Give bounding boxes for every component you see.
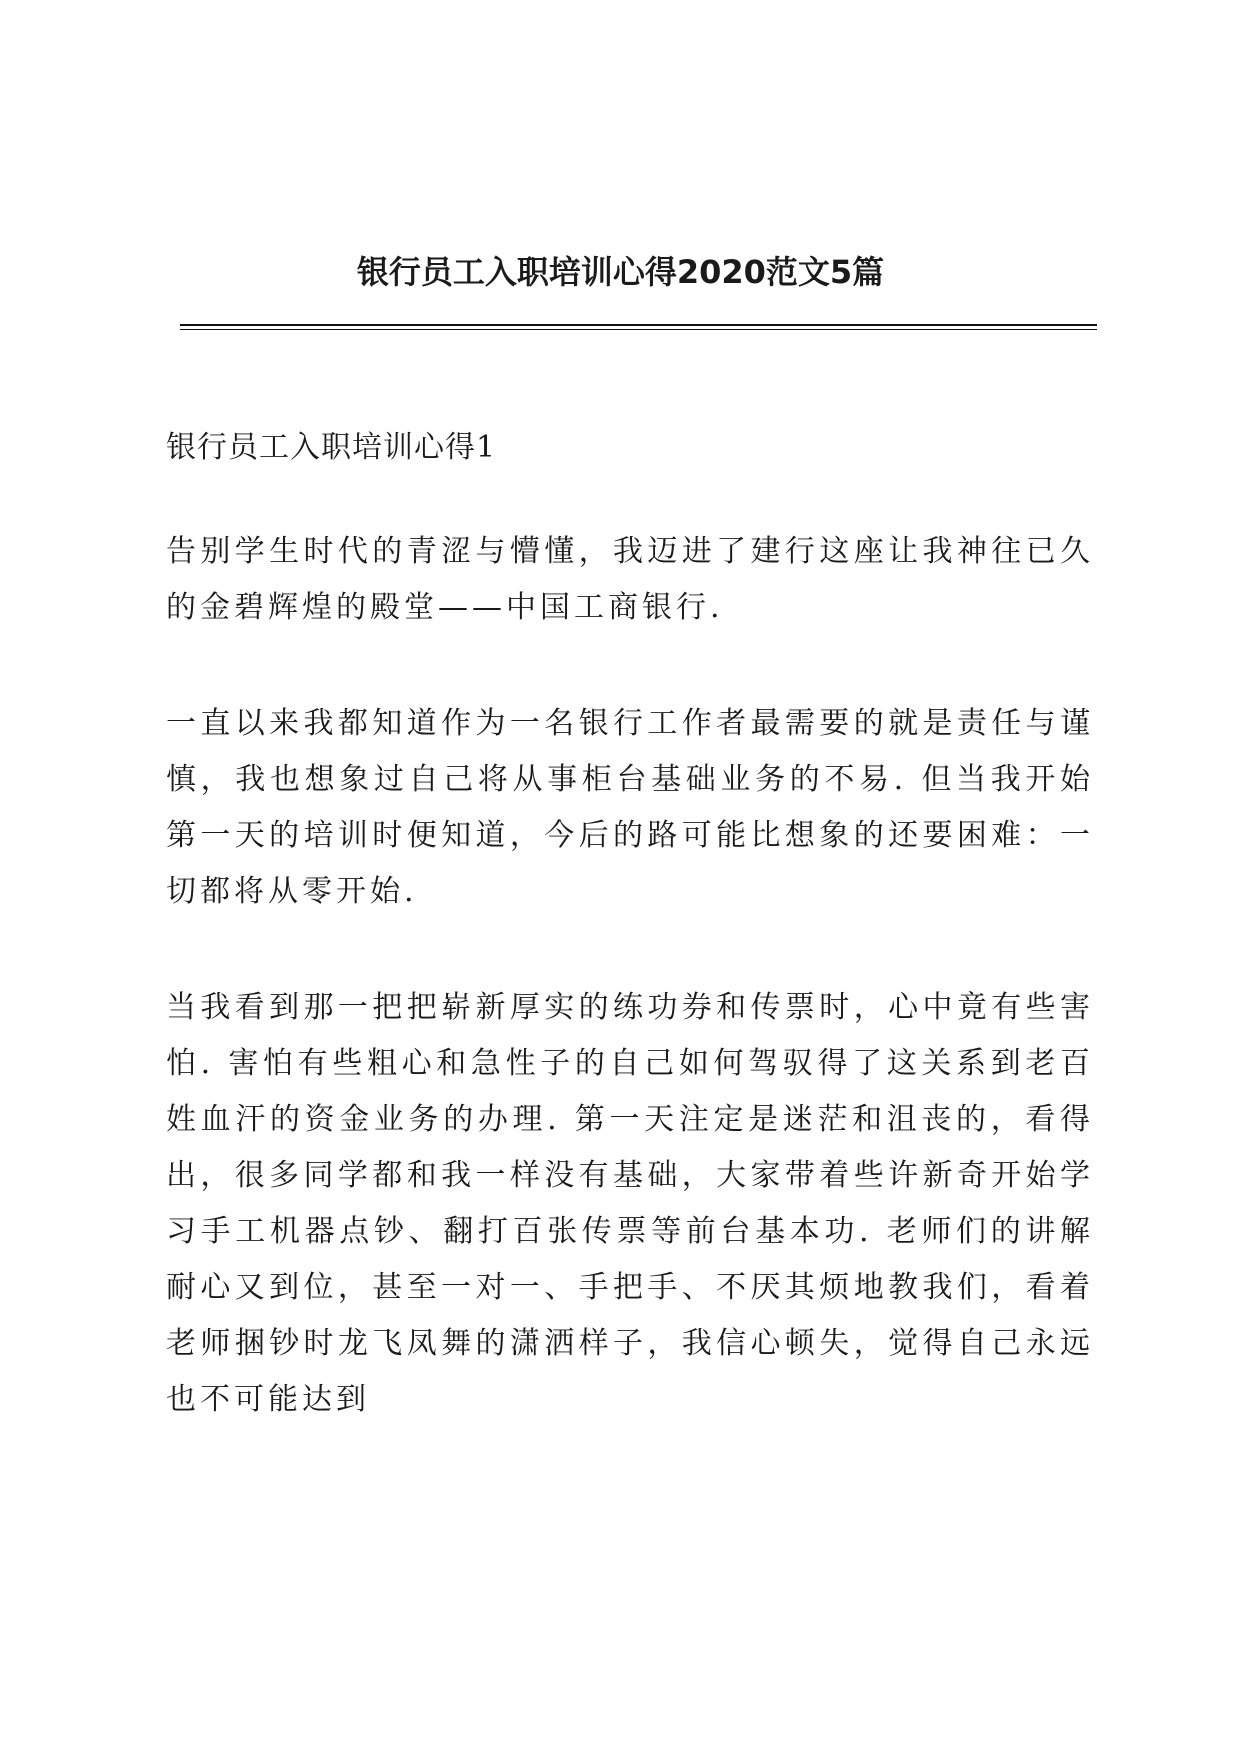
section-heading: 银行员工入职培训心得1 (166, 430, 497, 465)
paragraph-1: 告别学生时代的青涩与懵懂，我迈进了建行这座让我神往已久的金碧辉煌的殿堂——中国工商银行. (166, 534, 1094, 625)
title-double-rule (180, 324, 1097, 330)
document-title: 银行员工入职培训心得2020范文5篇 (356, 253, 885, 291)
paragraph-2: 一直以来我都知道作为一名银行工作者最需要的就是责任与谨慎，我也想象过自己将从事柜台基础业务的不易. 但当我开始第一天的培训时便知道，今后的路可能比想象的还要困难：一切都将从零开始. (166, 706, 1094, 909)
paragraph-3: 当我看到那一把把崭新厚实的练功券和传票时，心中竟有些害怕. 害怕有些粗心和急性子的自己如何驾驭得了这关系到老百姓血汗的资金业务的办理. 第一天注定是迷茫和沮丧的，看得出，很多同学都和我一样没有基础，大家带着些许新奇开始学习手工机器点钞、翻打百张传票等前台基本功. 老师们的讲解耐心又到位，甚至一对一、手把手、不厌其烦地教我们，看着老师捆钞时龙飞凤舞的潇洒样子，我信心顿失，觉得自己永远也不可能达到 (166, 990, 1094, 1417)
document-body (166, 420, 1094, 1488)
